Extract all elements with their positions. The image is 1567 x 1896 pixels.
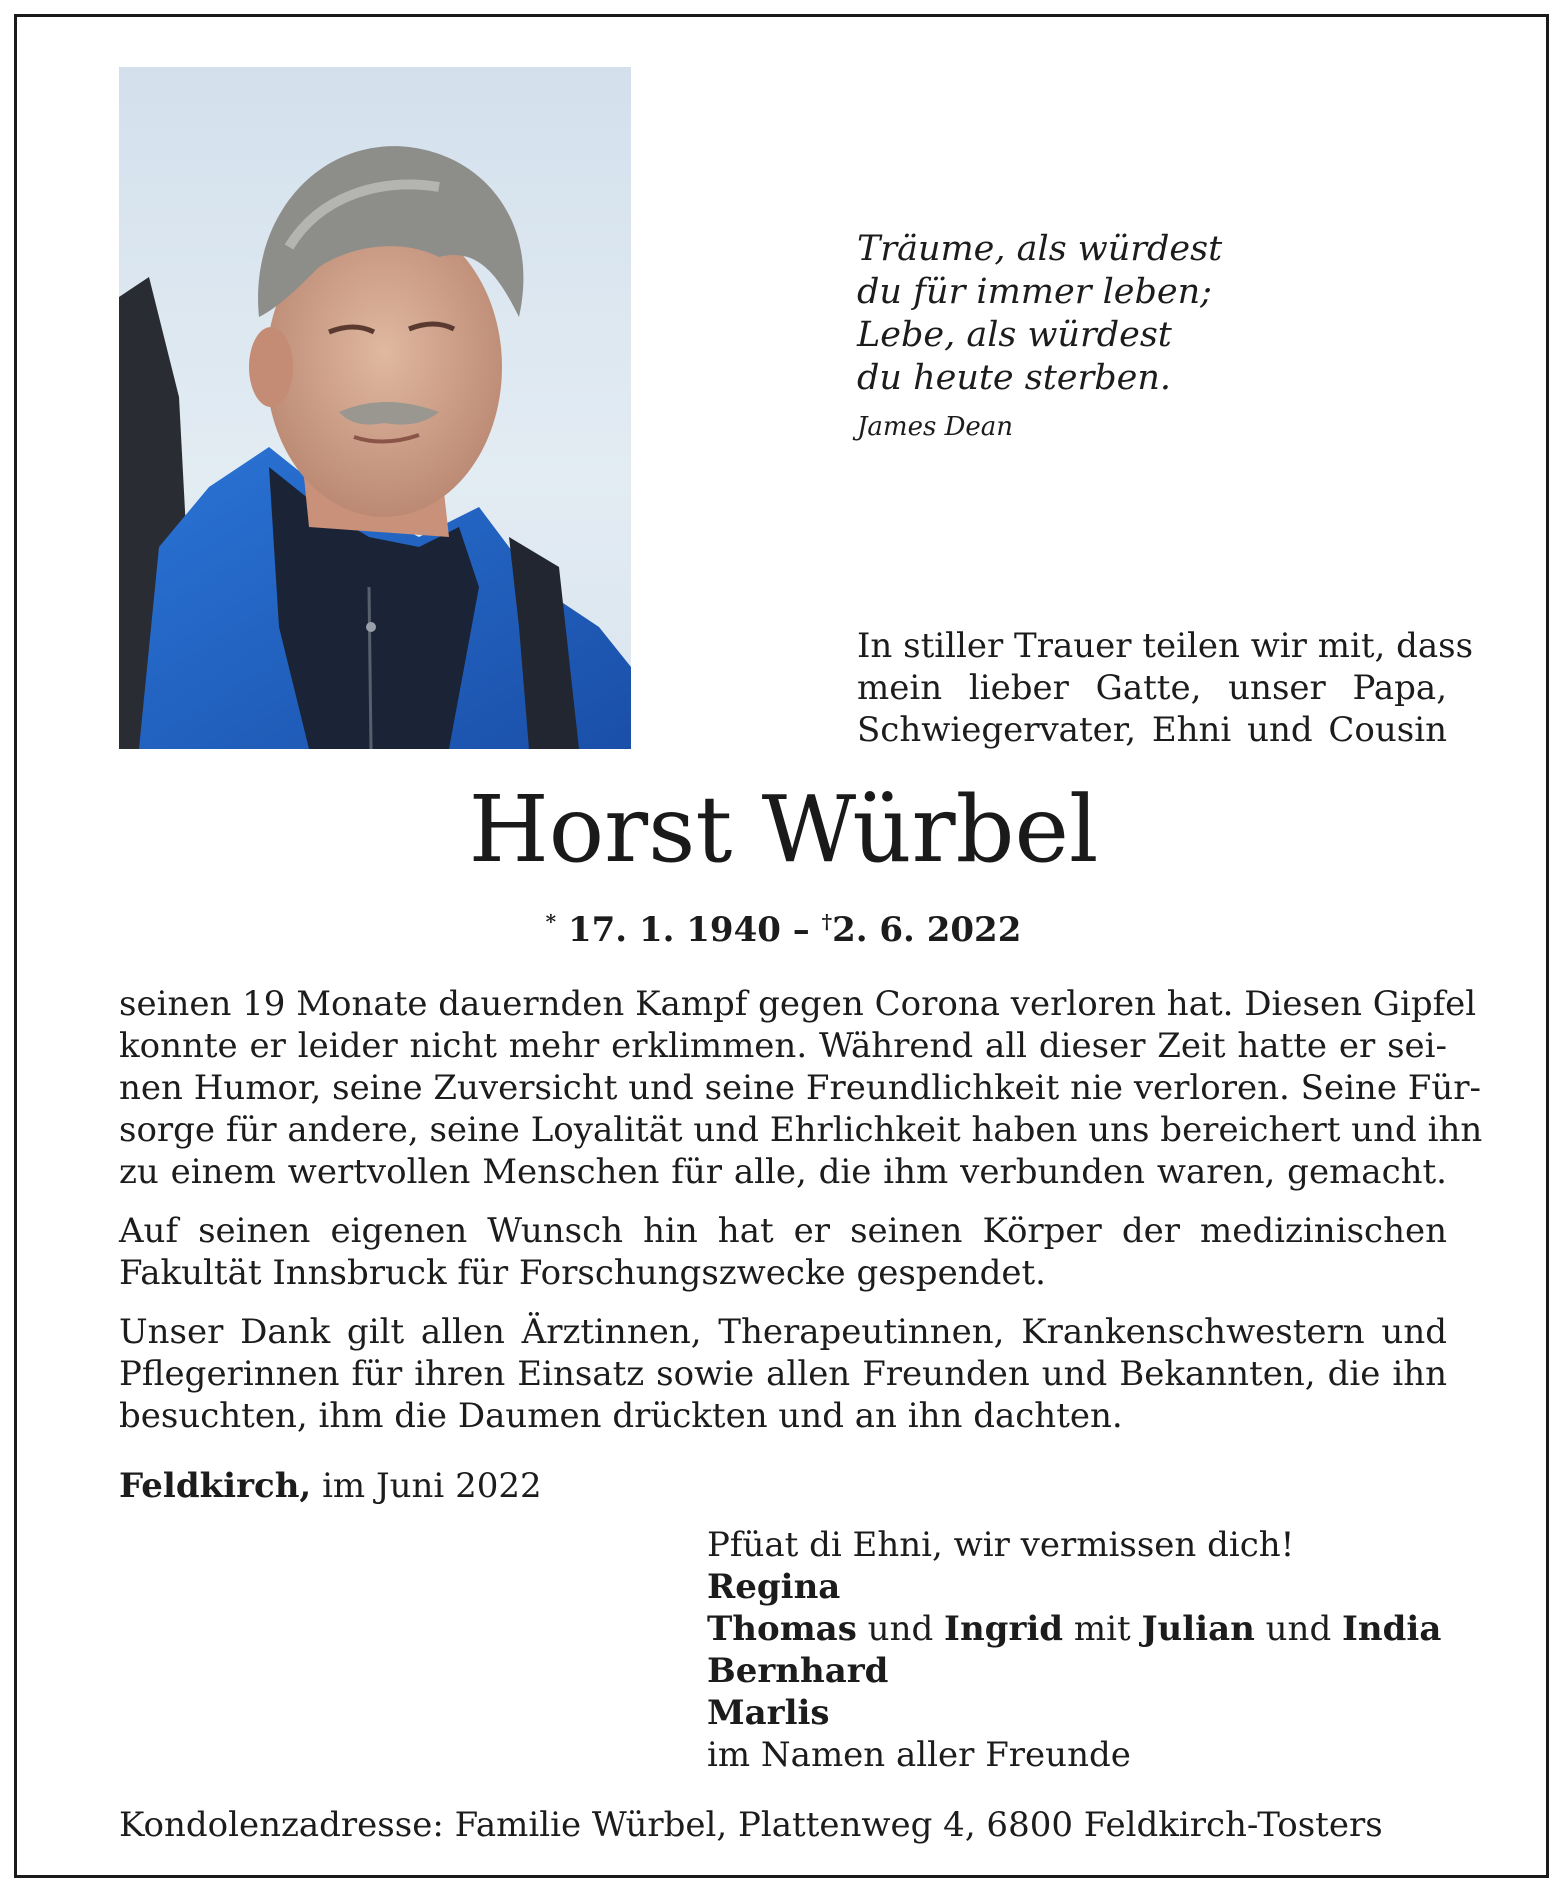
- place: Feldkirch,: [119, 1466, 312, 1506]
- signer-ingrid: Ingrid: [944, 1609, 1064, 1649]
- paragraph-line: konnte er leider nicht mehr erklimmen. Während all dieser Zeit hatte er sei-: [119, 1026, 1447, 1066]
- portrait-photo: [119, 67, 631, 749]
- signer-bernhard: Bernhard: [707, 1651, 889, 1691]
- paragraph-struggle: [119, 983, 1483, 1193]
- signer-india: India: [1342, 1609, 1442, 1649]
- intro-line: In stiller Trauer teilen wir mit, dass: [857, 626, 1474, 666]
- signer-regina: Regina: [707, 1567, 841, 1607]
- conjunction: und: [867, 1609, 934, 1649]
- date: im Juni 2022: [322, 1466, 542, 1506]
- paragraph-line: zu einem wertvollen Menschen für alle, die ihm verbunden waren, gemacht.: [119, 1152, 1447, 1192]
- quote-author: James Dean: [857, 412, 1014, 442]
- paragraph-thanks: [119, 1311, 1447, 1437]
- conjunction: und: [1265, 1609, 1332, 1649]
- signer-thomas: Thomas: [707, 1609, 857, 1649]
- paragraph-line: Pflegerinnen für ihren Einsatz sowie allen Freunden und Bekannten, die ihn: [119, 1354, 1447, 1394]
- quote-line: du für immer leben;: [857, 272, 1212, 312]
- paragraph-donation: [119, 1210, 1447, 1294]
- paragraph-line: besuchten, ihm die Daumen drückten und an ihn dachten.: [119, 1396, 1123, 1436]
- farewell: Pfüat di Ehni, wir vermissen dich!: [707, 1525, 1295, 1565]
- death-date: 2. 6. 2022: [832, 910, 1022, 950]
- deceased-name: Horst Würbel: [468, 776, 1099, 883]
- quote: [857, 228, 1222, 400]
- quote-line: Lebe, als würdest: [857, 315, 1172, 355]
- closing: im Namen aller Freunde: [707, 1735, 1131, 1775]
- conjunction: mit: [1073, 1609, 1131, 1649]
- paragraph-line: Auf seinen eigenen Wunsch hin hat er seinen Körper der medizinischen: [119, 1211, 1447, 1251]
- date-separator: –: [792, 910, 810, 950]
- paragraph-line: Fakultät Innsbruck für Forschungszwecke gespendet.: [119, 1253, 1046, 1293]
- intro-line: Schwiegervater, Ehni und Cousin: [857, 710, 1447, 750]
- paragraph-line: nen Humor, seine Zuversicht und seine Freundlichkeit nie verloren. Seine Für-: [119, 1068, 1481, 1108]
- place-date: [119, 1465, 542, 1507]
- birth-date: 17. 1. 1940: [567, 910, 781, 950]
- signature-block: [707, 1524, 1441, 1776]
- condolence-address: Kondolenzadresse: Familie Würbel, Plattenweg 4, 6800 Feldkirch-Tosters: [119, 1805, 1383, 1845]
- intro-text: [857, 625, 1474, 751]
- paragraph-line: sorge für andere, seine Loyalität und Ehrlichkeit haben uns bereichert und ihn: [119, 1110, 1483, 1150]
- quote-line: du heute sterben.: [857, 358, 1172, 398]
- quote-line: Träume, als würdest: [857, 229, 1223, 269]
- death-symbol: †: [821, 909, 833, 934]
- paragraph-line: Unser Dank gilt allen Ärztinnen, Therapeutinnen, Krankenschwestern und: [119, 1312, 1447, 1352]
- birth-symbol: *: [545, 909, 557, 934]
- life-dates: [0, 908, 1567, 952]
- paragraph-line: seinen 19 Monate dauernden Kampf gegen Corona verloren hat. Diesen Gipfel: [119, 984, 1477, 1024]
- signer-julian: Julian: [1141, 1609, 1255, 1649]
- signer-marlis: Marlis: [707, 1693, 830, 1733]
- intro-line: mein lieber Gatte, unser Papa,: [857, 668, 1447, 708]
